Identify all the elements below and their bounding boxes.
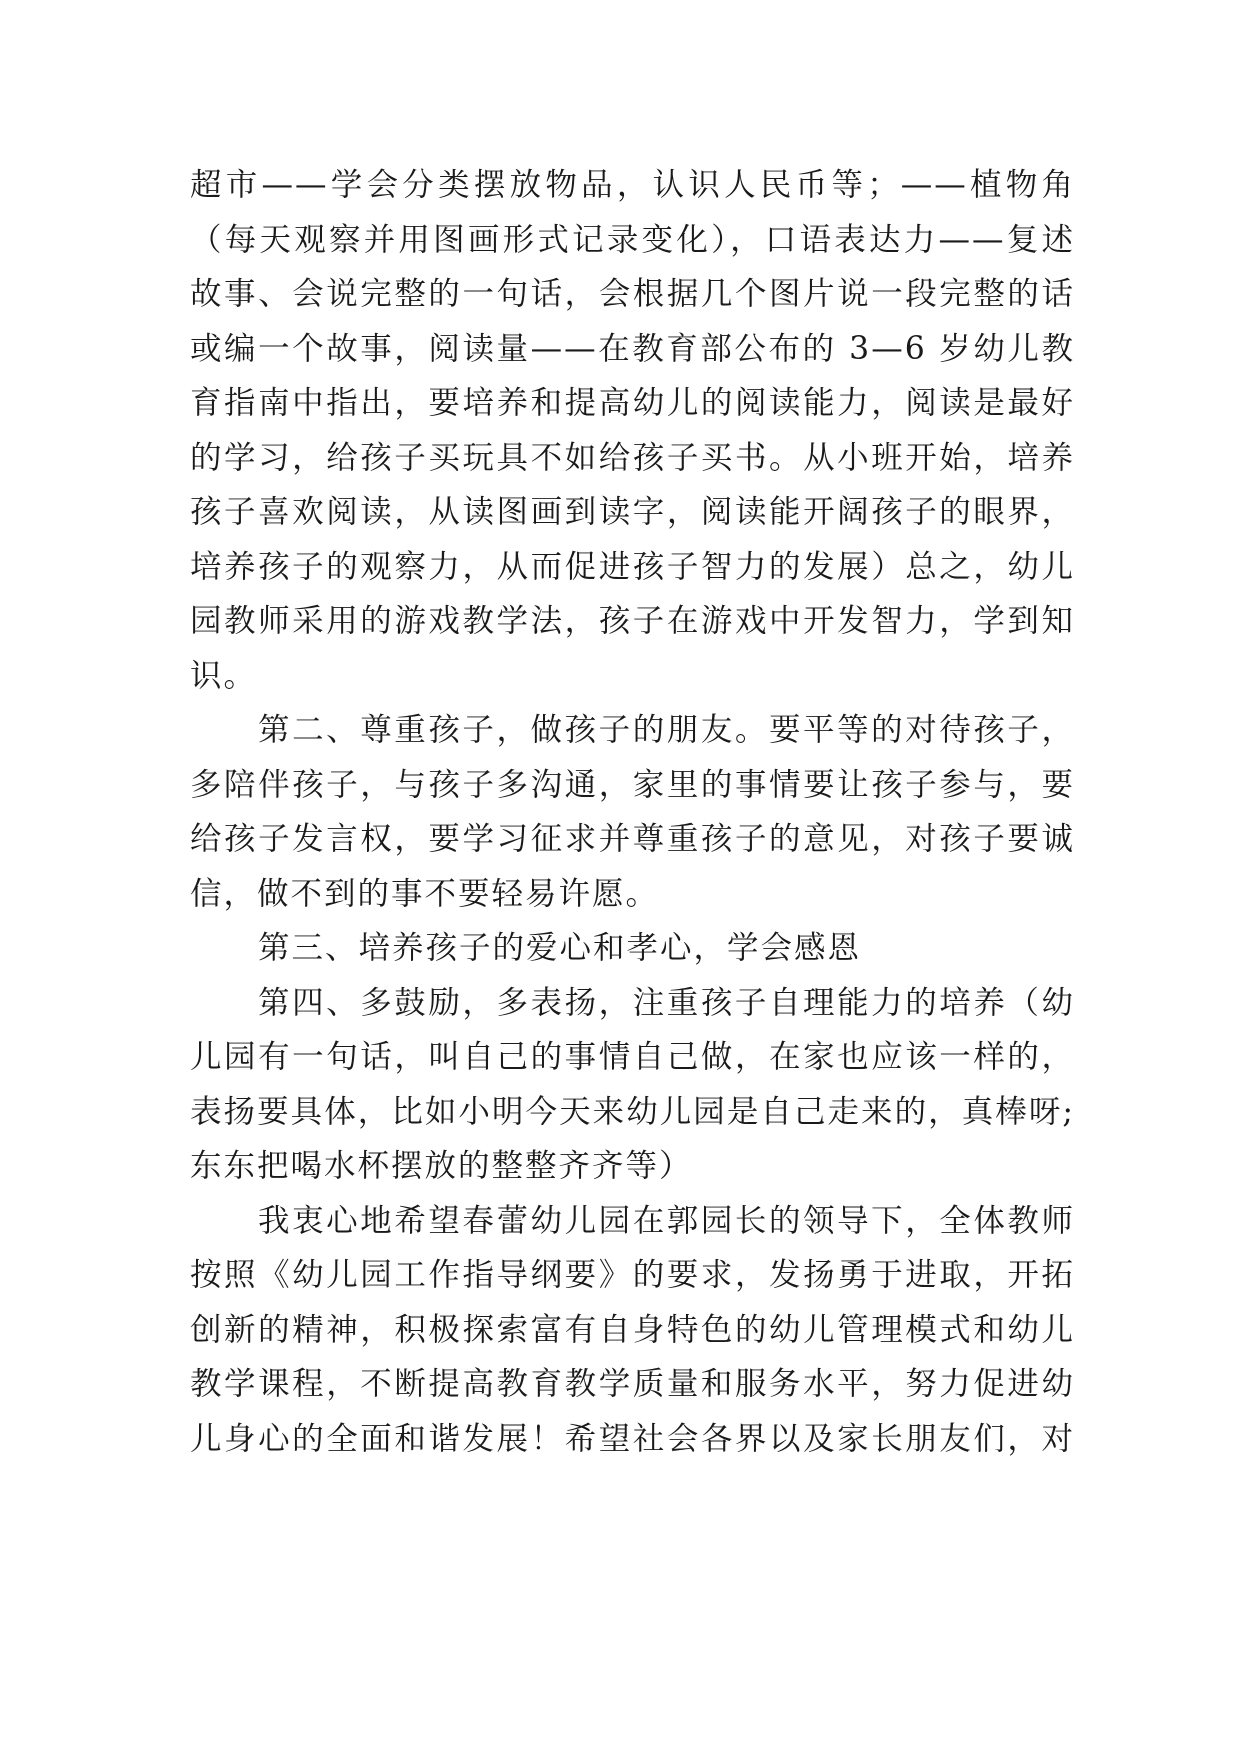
text-line: 育指南中指出，要培养和提高幼儿的阅读能力，阅读是最好 <box>190 385 1075 421</box>
text-line: 多陪伴孩子，与孩子多沟通，家里的事情要让孩子参与，要 <box>190 766 1075 803</box>
text-line: 孩子喜欢阅读，从读图画到读字，阅读能开阔孩子的眼界， <box>190 494 1075 530</box>
text-line: 第四、多鼓励，多表扬，注重孩子自理能力的培养（幼 <box>258 984 1075 1021</box>
text-line: 儿身心的全面和谐发展！希望社会各界以及家长朋友们，对 <box>190 1420 1075 1457</box>
text-line: 表扬要具体，比如小明今天来幼儿园是自己走来的，真棒呀; <box>190 1093 1075 1130</box>
text-line: （每天观察并用图画形式记录变化），口语表达力——复述 <box>190 221 1075 258</box>
text-line: 儿园有一句话，叫自己的事情自己做，在家也应该一样的， <box>190 1039 1075 1075</box>
text-line: 按照《幼儿园工作指导纲要》的要求，发扬勇于进取，开拓 <box>190 1257 1075 1293</box>
document-body <box>190 158 1075 1466</box>
text-line: 园教师采用的游戏教学法，孩子在游戏中开发智力，学到知 <box>190 603 1075 639</box>
text-line: 超市——学会分类摆放物品，认识人民币等；——植物角 <box>190 167 1075 203</box>
text-line: 故事、会说完整的一句话，会根据几个图片说一段完整的话 <box>190 276 1075 312</box>
text-line: 创新的精神，积极探索富有自身特色的幼儿管理模式和幼儿 <box>190 1311 1075 1348</box>
text-line: 第三、培养孩子的爱心和孝心，学会感恩 <box>258 930 862 966</box>
text-line: 我衷心地希望春蕾幼儿园在郭园长的领导下，全体教师 <box>258 1202 1075 1239</box>
text-line: 培养孩子的观察力，从而促进孩子智力的发展）总之，幼儿 <box>190 548 1075 585</box>
text-line: 东东把喝水杯摆放的整整齐齐等） <box>190 1148 693 1184</box>
text-line: 或编一个故事，阅读量——在教育部公布的 3—6 岁幼儿教 <box>190 330 1075 367</box>
text-line: 给孩子发言权，要学习征求并尊重孩子的意见，对孩子要诚 <box>190 821 1075 857</box>
text-line: 教学课程，不断提高教育教学质量和服务水平，努力促进幼 <box>190 1366 1075 1402</box>
text-line: 信，做不到的事不要轻易许愿。 <box>190 875 660 912</box>
text-line: 第二、尊重孩子，做孩子的朋友。要平等的对待孩子， <box>258 712 1075 748</box>
text-line: 的学习，给孩子买玩具不如给孩子买书。从小班开始，培养 <box>190 439 1075 476</box>
text-line: 识。 <box>190 657 258 694</box>
